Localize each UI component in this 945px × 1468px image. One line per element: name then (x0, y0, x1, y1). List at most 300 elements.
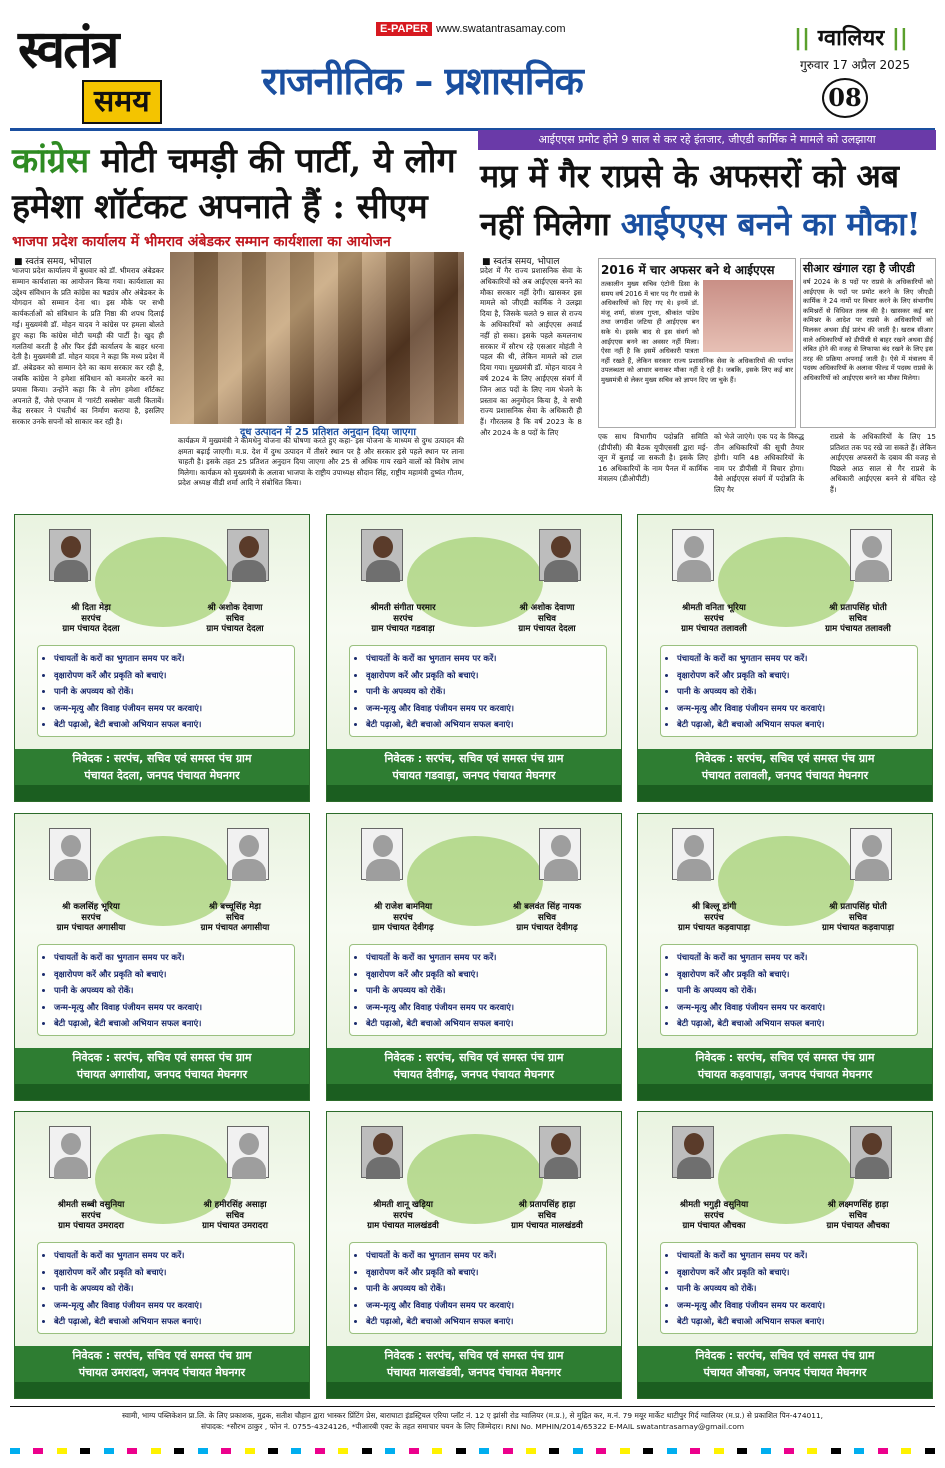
sarpanch-info (21, 1200, 161, 1232)
sachiv-panchayat: ग्राम पंचायत तलावली (825, 624, 891, 634)
sachiv-info (165, 902, 305, 934)
appeal-item: • जन्म-मृत्यु और विवाह पंजीयन समय पर करवाएं। (54, 1297, 288, 1314)
sachiv-photo (850, 529, 892, 581)
right-story-col5: राप्रसे के अधिकारियों के लिए 15 प्रतिशत तक पद रखे जा सकते हैं। लेकिन आईएएस अफसरों के दबाव की वजह से पिछले आठ साल से गैर राप्रसे के अधिकारी आईएएस बनने से वंचित रहे हैं। (830, 432, 936, 494)
photo-head (684, 536, 704, 558)
sachiv-role: सचिव (848, 613, 868, 624)
reg-mark (690, 1448, 700, 1454)
ad-footer (327, 1346, 621, 1382)
photo-head (61, 835, 81, 857)
appeal-list (37, 1242, 295, 1334)
ad-bottom-band (327, 785, 621, 802)
photo-body (855, 859, 889, 881)
sarpanch-photo (49, 1126, 91, 1178)
sarpanch-panchayat: ग्राम पंचायत देदला (62, 624, 120, 634)
reg-mark (573, 1448, 583, 1454)
reg-mark (221, 1448, 231, 1454)
sarpanch-info (644, 1200, 784, 1232)
footer-line-1: निवेदक : सरपंच, सचिव एवं समस्त पंच ग्राम (72, 1349, 252, 1362)
right-story-kicker: आईएएस प्रमोट होने 9 साल से कर रहे इंतजार, जीएडी कार्मिक ने मामले को उलझाया (478, 130, 936, 150)
sarpanch-name: श्री दिता मेड़ा (71, 603, 111, 613)
reg-mark (57, 1448, 67, 1454)
sarpanch-panchayat: ग्राम पंचायत उमरादरा (58, 1221, 124, 1231)
sarpanch-role: सरपंच (704, 912, 724, 923)
reg-mark (737, 1448, 747, 1454)
appeal-item: • पंचायतों के करों का भुगतान समय पर करें। (366, 949, 600, 966)
appeal-item: • बेटी पढ़ाओ, बेटी बचाओ अभियान सफल बनाएं। (677, 716, 911, 733)
sachiv-role: सचिव (225, 613, 245, 624)
sarpanch-role: सरपंच (393, 613, 413, 624)
reg-mark (643, 1448, 653, 1454)
footer-line-2: पंचायत गडवाड़ा, जनपद पंचायत मेघनगर (392, 769, 556, 782)
appeal-item: • बेटी पढ़ाओ, बेटी बचाओ अभियान सफल बनाएं। (54, 1313, 288, 1330)
ad-footer (15, 1346, 309, 1382)
photo-body (232, 859, 266, 881)
sachiv-info (477, 902, 617, 934)
ad-footer (638, 1346, 932, 1382)
appeal-item: • पंचायतों के करों का भुगतान समय पर करें। (54, 949, 288, 966)
sachiv-info (477, 603, 617, 635)
photo-head (373, 536, 393, 558)
sachiv-name: श्री प्रतापसिंह घोती (829, 902, 887, 912)
left-story-body: भाजपा प्रदेश कार्यालय में बुधवार को डॉ. भीमराव अंबेडकर सम्मान कार्यशाला का आयोजन किया गया। कार्यशाला का उद्देश्य संविधान के प्रति कांग्रेस का षड्यंत्र और अंबेडकर के योगदान को सम्मान देना था। इस मौके पर सभी कार्यकर्ताओं को संविधान के प्रति निष्ठा की शपथ दिलाई गई। मुख्यमंत्री डॉ. मोहन यादव ने कांग्रेस पर हमला बोलते हुए कहा कि कांग्रेस मोटी चमड़ी की पार्टी है। खुद ही गलतियां करती है और फिर ईडी कार्यालय के बाहर धरना देती है। मुख्यमंत्री डॉ. मोहन यादव ने कहा कि मध्य प्रदेश में डॉ. अंबेडकर को सम्मान देने का काम सरकार कर रही है, जबकि कांग्रेस ने हमेशा संविधान को कमजोर करने का प्रयास किया। उन्होंने कहा कि वे लोग हमेशा शॉर्टकट अपनाते हैं, जैसे एग्जाम में 'गारंटी सक्सेस' वाली किताबें। केंद्र सरकार ने पंचतीर्थ का निर्माण कराया है, इसलिए सरकार उनके सपनों को साकार कर रही है। (12, 266, 164, 427)
photo-head (862, 1133, 882, 1155)
reg-mark (198, 1448, 208, 1454)
sarpanch-photo (672, 1126, 714, 1178)
appeal-item: • जन्म-मृत्यु और विवाह पंजीयन समय पर करवाएं। (366, 700, 600, 717)
box-title: सीआर खंगाल रहा है जीएडी (803, 262, 915, 275)
reg-mark (33, 1448, 43, 1454)
registration-marks (10, 1448, 935, 1454)
photo-body (544, 560, 578, 582)
photo-body (54, 560, 88, 582)
sarpanch-role: सरपंच (81, 613, 101, 624)
reg-mark (174, 1448, 184, 1454)
headline-main: मप्र में गैर राप्रसे के अफसरों को अब नहीं मिलेगा (480, 157, 900, 243)
sachiv-photo (227, 1126, 269, 1178)
footer-line-1: निवेदक : सरपंच, सचिव एवं समस्त पंच ग्राम (72, 1051, 252, 1064)
photo-body (54, 1157, 88, 1179)
sarpanch-photo (49, 529, 91, 581)
photo-caption: कार्यक्रम में मुख्यमंत्री ने कामधेनु योजना की घोषणा करते हुए कहा- इस योजना के माध्यम से दुग्ध उत्पादन की क्षमता बढ़ाई जाएगी। म.प्र. देश में दुग्ध उत्पादन में तीसरे स्थान पर है और सरकार इसे पहले स्थान पर लाना चाहती है। इसके तहत 25 प्रतिशत अनुदान दिया जाएगा और 25 से अधिक गाय रखने वालों को विशेष लाभ मिलेगा। कार्यक्रम को मुख्यमंत्री के अलावा भाजपा के राष्ट्रीय उपाध्यक्ष सौदान सिंह, राष्ट्रीय महामंत्री दुष्यंत गौतम, प्रदेश अध्यक्ष वीडी शर्मा आदि ने संबोधित किया। (178, 436, 464, 488)
appeal-item: • बेटी पढ़ाओ, बेटी बचाओ अभियान सफल बनाएं। (54, 1015, 288, 1032)
sarpanch-name: श्री कलसिंह भूरिया (62, 902, 120, 912)
photo-body (366, 560, 400, 582)
left-story-subheadline: भाजपा प्रदेश कार्यालय में भीमराव अंबेडकर सम्मान कार्यशाला का आयोजन (12, 234, 391, 250)
ad-bottom-band (327, 1084, 621, 1101)
sachiv-panchayat: ग्राम पंचायत अगासीया (200, 923, 270, 933)
panchayat-ad[interactable] (637, 1111, 933, 1399)
photo-body (232, 560, 266, 582)
sarpanch-photo (361, 828, 403, 880)
sachiv-panchayat: ग्राम पंचायत कड़वापाड़ा (822, 923, 894, 933)
appeal-item: • जन्म-मृत्यु और विवाह पंजीयन समय पर करवाएं। (677, 999, 911, 1016)
footer-rule (10, 1406, 935, 1407)
appeal-item: • पानी के अपव्यय को रोकें। (54, 982, 288, 999)
sarpanch-panchayat: ग्राम पंचायत तलावली (681, 624, 747, 634)
ad-bottom-band (15, 1084, 309, 1101)
sarpanch-role: सरपंच (704, 613, 724, 624)
ad-footer (638, 1048, 932, 1084)
footer-line-2: पंचायत अगासीया, जनपद पंचायत मेघनगर (76, 1068, 248, 1081)
city-label (794, 22, 908, 52)
reg-mark (807, 1448, 817, 1454)
reg-mark (549, 1448, 559, 1454)
appeal-item: • जन्म-मृत्यु और विवाह पंजीयन समय पर करवाएं। (677, 1297, 911, 1314)
sachiv-photo (850, 828, 892, 880)
reg-mark (338, 1448, 348, 1454)
reg-mark (854, 1448, 864, 1454)
appeal-list (349, 645, 607, 737)
footer-line-1: निवेदक : सरपंच, सचिव एवं समस्त पंच ग्राम (384, 1349, 564, 1362)
ad-footer (638, 749, 932, 785)
sarpanch-info (333, 603, 473, 635)
appeal-item: • पंचायतों के करों का भुगतान समय पर करें। (366, 650, 600, 667)
ad-bottom-band (638, 1084, 932, 1101)
photo-head (862, 536, 882, 558)
right-story-body: प्रदेश में गैर राज्य प्रशासनिक सेवा के अधिकारियों को अब आईएएस बनने का मौका सरकार नहीं देगी। खासकर इस मामले को जीएडी कार्मिक ने उलझा दिया है, जिसके चलते 9 साल से राज्य के अधिकारियों को आईएएस अवार्ड नहीं हो सका। इसके पहले कमलनाथ सरकार में सौरभ रहे एसआर मोहंती ने पहल की थी, लेकिन मामले को टाल दिया गया। मुख्यमंत्री डॉ. मोहन यादव ने वर्ष 2024 के लिए आईएएस संवर्ग में जिन आठ पदों के लिए नाम भेजने के प्रस्ताव का अनुमोदन किया है, वे सभी राज्य प्रशासनिक सेवा के अधिकारी ही हैं। गौरतलब है कि वर्ष 2023 के 8 और 2024 के 8 पदों के लिए (480, 266, 582, 437)
sachiv-role: सचिव (537, 613, 557, 624)
sachiv-name: श्री प्रतापसिंह हाड़ा (518, 1200, 576, 1210)
appeal-list (660, 1242, 918, 1334)
appeal-item: • वृक्षारोपण करें और प्रकृति को बचाएं। (54, 1264, 288, 1281)
appeal-item: • पंचायतों के करों का भुगतान समय पर करें। (677, 1247, 911, 1264)
sachiv-role: सचिव (848, 912, 868, 923)
left-story-byline: ■ स्वतंत्र समय, भोपाल (14, 257, 92, 267)
appeal-item: • पानी के अपव्यय को रोकें। (366, 683, 600, 700)
panchayat-ad[interactable] (637, 514, 933, 802)
sarpanch-info (644, 603, 784, 635)
reg-mark (784, 1448, 794, 1454)
reg-mark (456, 1448, 466, 1454)
sarpanch-info (333, 1200, 473, 1232)
reg-mark (432, 1448, 442, 1454)
reg-mark (291, 1448, 301, 1454)
panchayat-ad[interactable] (637, 813, 933, 1101)
appeal-item: • बेटी पढ़ाओ, बेटी बचाओ अभियान सफल बनाएं। (366, 1313, 600, 1330)
sachiv-role: सचिव (225, 912, 245, 923)
box-text: वर्ष 2024 के 8 पदों पर राप्रसे के अधिकारियों को आईएएस के पदों पर प्रमोट करने के लिए जीएडी कार्मिक ने 24 नामों पर विचार करने के लिए संभागीय कमिश्नरों से विधिवत तलब की है। खासकर कई बार कमिश्नर के आदेश पर राप्रसे के अधिकारियों को मिलकर अथवा डीई प्रारंभ की जाती है। खराब सीआर वाले अधिकारियों को डीपीसी से बाहर रखने अथवा डीई लंबित होने की वजह से लिफाफा बंद रखने के लिए इस तरह की प्रक्रिया अपनाई जाती है। ऐसे में मंत्रालय में पदस्थ अधिकारियों के अलावा फील्ड में पदस्थ राप्रसे के अधिकारियों को आईएएस बनने का मौका मिलेगा। (803, 278, 933, 382)
appeal-item: • वृक्षारोपण करें और प्रकृति को बचाएं। (366, 966, 600, 983)
sachiv-panchayat: ग्राम पंचायत देदला (518, 624, 576, 634)
ad-bottom-band (15, 1382, 309, 1399)
sachiv-info (788, 603, 928, 635)
appeal-item: • पानी के अपव्यय को रोकें। (677, 982, 911, 999)
footer-line-1: निवेदक : सरपंच, सचिव एवं समस्त पंच ग्राम (384, 752, 564, 765)
photo-overlay (170, 252, 464, 424)
sarpanch-panchayat: ग्राम पंचायत देवीगढ़ (372, 923, 434, 933)
photo-head (239, 835, 259, 857)
sachiv-info (788, 902, 928, 934)
panchayat-ad[interactable] (14, 813, 310, 1101)
appeal-item: • पंचायतों के करों का भुगतान समय पर करें। (677, 650, 911, 667)
photo-body (366, 1157, 400, 1179)
box-title: 2016 में चार अफसर बने थे आईएएस (601, 263, 775, 277)
sachiv-name: श्री हमीरसिंह असाड़ा (203, 1200, 267, 1210)
imprint (14, 1410, 931, 1432)
sarpanch-name: श्रीमती शानू खड़िया (373, 1200, 433, 1210)
sidebar-box-cr (800, 258, 936, 428)
photo-body (366, 859, 400, 881)
sachiv-name: श्री अशोक देवाणा (519, 603, 575, 613)
right-story-col4: को भेजे जाएंगे। एक पद के विरुद्ध तीन अधिकारियों की सूची तैयार होगी। यानि 48 अधिकारियों के नाम पर डीपीसी में विचार होगा। वैसे आईएएस संवर्ग में पदोन्नति के लिए गैर (714, 432, 804, 494)
ad-bottom-band (15, 785, 309, 802)
reg-mark (80, 1448, 90, 1454)
right-story-col3: एक साथ विभागीय पदोन्नति समिति (डीपीसी) की बैठक यूपीएससी द्वारा मई-जून में बुलाई जा सकती है। इसके लिए 16 अधिकारियों के नाम पैनल में कार्मिक मंत्रालय (डीओपीटी) (598, 432, 708, 484)
sachiv-photo (227, 828, 269, 880)
appeal-item: • वृक्षारोपण करें और प्रकृति को बचाएं। (54, 667, 288, 684)
reg-mark (620, 1448, 630, 1454)
sachiv-info (788, 1200, 928, 1232)
panchayat-ad[interactable] (326, 1111, 622, 1399)
sachiv-photo (227, 529, 269, 581)
appeal-item: • पानी के अपव्यय को रोकें। (366, 1280, 600, 1297)
appeal-item: • वृक्षारोपण करें और प्रकृति को बचाएं। (677, 966, 911, 983)
sidebar-box-2016 (598, 258, 796, 428)
logo-top-text: स्वतंत्र (18, 19, 118, 80)
footer-line-2: पंचायत कड़वापाड़ा, जनपद पंचायत मेघनगर (697, 1068, 873, 1081)
building-photo (703, 280, 793, 352)
appeal-item: • बेटी पढ़ाओ, बेटी बचाओ अभियान सफल बनाएं। (366, 1015, 600, 1032)
appeal-item: • पंचायतों के करों का भुगतान समय पर करें। (54, 650, 288, 667)
appeal-list (37, 645, 295, 737)
sarpanch-photo (49, 828, 91, 880)
sarpanch-name: श्री बिल्लू डांगी (691, 902, 737, 912)
sarpanch-photo (361, 529, 403, 581)
sarpanch-panchayat: ग्राम पंचायत मालखंडवी (367, 1221, 439, 1231)
footer-line-1: निवेदक : सरपंच, सचिव एवं समस्त पंच ग्राम (384, 1051, 564, 1064)
sachiv-photo (539, 1126, 581, 1178)
issue-date: गुरुवार 17 अप्रैल 2025 (800, 58, 911, 72)
appeal-item: • वृक्षारोपण करें और प्रकृति को बचाएं। (54, 966, 288, 983)
photo-head (551, 536, 571, 558)
appeal-item: • पंचायतों के करों का भुगतान समय पर करें। (54, 1247, 288, 1264)
right-story-byline: ■ स्वतंत्र समय, भोपाल (482, 257, 560, 267)
sachiv-photo (850, 1126, 892, 1178)
panchayat-ad[interactable] (14, 514, 310, 802)
appeal-item: • जन्म-मृत्यु और विवाह पंजीयन समय पर करवाएं। (54, 999, 288, 1016)
reg-mark (315, 1448, 325, 1454)
page-number: 08 (822, 78, 868, 118)
reg-mark (151, 1448, 161, 1454)
reg-mark (831, 1448, 841, 1454)
appeal-item: • पानी के अपव्यय को रोकें। (366, 982, 600, 999)
city-bar-left: || (794, 26, 818, 51)
panchayat-ad[interactable] (326, 813, 622, 1101)
box-text: तत्कालीन मुख्य सचिव एंटोनी डिसा के समय वर्ष 2016 में चार पद गैर राप्रसे के अधिकारियों को दिए गए थे। इनमें डॉ. मंजू शर्मा, संजय गुप्ता, श्रीकांत पांडेय तथा जगदीश जटिया ही आईएएस बन सके थे। इसके बाद से इस संवर्ग को आईएएस बनने का अवसर नहीं मिला। ऐसा नहीं है कि इसमें अधिकारी पात्रता नहीं रखते हैं, लेकिन सरकार राज्य प्रशासनिक सेवा के अधिकारियों की पर्याप्त उपलब्धता को आधार बनाकर मौका नहीं दे रही है। जबकि, इसके लिए कई बार मुख्यमंत्री से लेकर मुख्य सचिव को ज्ञापन दिए जा चुके हैं। (601, 280, 793, 384)
sachiv-photo (539, 828, 581, 880)
appeal-item: • जन्म-मृत्यु और विवाह पंजीयन समय पर करवाएं। (677, 700, 911, 717)
sachiv-name: श्री अशोक देवाणा (207, 603, 263, 613)
ad-bottom-band (327, 1382, 621, 1399)
sachiv-name: श्री बच्चूसिंह मेड़ा (209, 902, 261, 912)
reg-mark (245, 1448, 255, 1454)
sarpanch-panchayat: ग्राम पंचायत औचका (682, 1221, 746, 1231)
appeal-item: • बेटी पढ़ाओ, बेटी बचाओ अभियान सफल बनाएं। (677, 1313, 911, 1330)
appeal-item: • जन्म-मृत्यु और विवाह पंजीयन समय पर करवाएं। (54, 700, 288, 717)
photo-head (373, 835, 393, 857)
sarpanch-panchayat: ग्राम पंचायत अगासीया (56, 923, 126, 933)
photo-head (551, 1133, 571, 1155)
sarpanch-info (644, 902, 784, 934)
photo-head (684, 1133, 704, 1155)
imprint-line-1: स्वामी, भाग्य पब्लिकेशन प्रा.लि. के लिए प्रकाशक, मुद्रक, सतीश चौहान द्वारा भास्कर प्रिंटिंग प्रेस, बाराघाटा इंडस्ट्रियल एरिया प्लॉट नं. 12 ए झांसी रोड ग्वालियर (म.प्र.), से मुद्रित कर, म.नं. 79 मयूर मार्केट थाटीपुर गिर्द ग्वालियर (म.प्र.) से प्रकाशित पिन-474011, (121, 1411, 824, 1420)
sachiv-info (165, 1200, 305, 1232)
sachiv-role: सचिव (225, 1210, 245, 1221)
appeal-item: • पंचायतों के करों का भुगतान समय पर करें। (366, 1247, 600, 1264)
reg-mark (362, 1448, 372, 1454)
sarpanch-panchayat: ग्राम पंचायत गडवाड़ा (371, 624, 435, 634)
website-link[interactable]: www.swatantrasamay.com (436, 23, 566, 35)
footer-line-2: पंचायत उमरादरा, जनपद पंचायत मेघनगर (78, 1366, 246, 1379)
appeal-item: • पानी के अपव्यय को रोकें। (54, 683, 288, 700)
sachiv-panchayat: ग्राम पंचायत देवीगढ़ (516, 923, 578, 933)
reg-mark (10, 1448, 20, 1454)
sarpanch-name: श्रीमती संगीता परमार (370, 603, 436, 613)
sarpanch-name: श्रीमती सब्बी वसुनिया (57, 1200, 125, 1210)
sarpanch-role: सरपंच (393, 1210, 413, 1221)
footer-line-2: पंचायत देदला, जनपद पंचायत मेघनगर (84, 769, 240, 782)
photo-body (677, 1157, 711, 1179)
sachiv-name: श्री बलवंत सिंह नायक (512, 902, 582, 912)
reg-mark (667, 1448, 677, 1454)
reg-mark (761, 1448, 771, 1454)
footer-line-1: निवेदक : सरपंच, सचिव एवं समस्त पंच ग्राम (695, 752, 875, 765)
sarpanch-info (21, 902, 161, 934)
headline-highlight: कांग्रेस (12, 141, 90, 181)
appeal-item: • जन्म-मृत्यु और विवाह पंजीयन समय पर करवाएं। (366, 999, 600, 1016)
reg-mark (925, 1448, 935, 1454)
left-story-headline[interactable] (12, 138, 472, 230)
section-title: राजनीतिक – प्रशासनिक (262, 59, 583, 103)
sarpanch-role: सरपंच (704, 1210, 724, 1221)
photo-head (61, 1133, 81, 1155)
sachiv-panchayat: ग्राम पंचायत मालखंडवी (511, 1221, 583, 1231)
logo-bottom-text: समय (82, 80, 162, 124)
photo-head (551, 835, 571, 857)
photo-body (855, 1157, 889, 1179)
appeal-item: • जन्म-मृत्यु और विवाह पंजीयन समय पर करवाएं। (366, 1297, 600, 1314)
sachiv-name: श्री लक्ष्मणसिंह हाड़ा (827, 1200, 889, 1210)
imprint-line-2: संपादक: *सौरभ ठाकुर , फोन नं. 0755-4324126, *पीआरबी एक्ट के तहत समाचार चयन के लिए जिम्मेदार। RNI No. MPHIN/2014/65322 E-MAIL swatantrasamay@gmail.com (200, 1422, 745, 1431)
city-name: ग्वालियर (817, 26, 885, 51)
appeal-item: • वृक्षारोपण करें और प्रकृति को बचाएं। (366, 1264, 600, 1281)
appeal-item: • वृक्षारोपण करें और प्रकृति को बचाएं। (677, 1264, 911, 1281)
sarpanch-photo (361, 1126, 403, 1178)
photo-body (544, 1157, 578, 1179)
appeal-item: • पानी के अपव्यय को रोकें। (677, 1280, 911, 1297)
appeal-list (349, 944, 607, 1036)
city-bar-right: || (884, 26, 908, 51)
sarpanch-photo (672, 828, 714, 880)
appeal-item: • बेटी पढ़ाओ, बेटी बचाओ अभियान सफल बनाएं। (677, 1015, 911, 1032)
sachiv-panchayat: ग्राम पंचायत उमरादरा (202, 1221, 268, 1231)
sachiv-photo (539, 529, 581, 581)
reg-mark (901, 1448, 911, 1454)
photo-body (677, 859, 711, 881)
appeal-item: • पंचायतों के करों का भुगतान समय पर करें। (677, 949, 911, 966)
appeal-list (660, 645, 918, 737)
reg-mark (127, 1448, 137, 1454)
reg-mark (409, 1448, 419, 1454)
ad-bottom-band (638, 1382, 932, 1399)
ad-footer (15, 1048, 309, 1084)
sarpanch-info (333, 902, 473, 934)
photo-body (855, 560, 889, 582)
footer-line-1: निवेदक : सरपंच, सचिव एवं समस्त पंच ग्राम (72, 752, 252, 765)
sarpanch-role: सरपंच (81, 912, 101, 923)
footer-line-1: निवेदक : सरपंच, सचिव एवं समस्त पंच ग्राम (695, 1349, 875, 1362)
epaper-tag: E-PAPER (376, 22, 432, 36)
panchayat-ad[interactable] (326, 514, 622, 802)
photo-caption-heading: दूध उत्पादन में 25 प्रतिशत अनुदान दिया जाएगा (240, 427, 416, 438)
sarpanch-name: श्रीमती भगुड़ी वसुनिया (679, 1200, 749, 1210)
sachiv-role: सचिव (537, 1210, 557, 1221)
sachiv-panchayat: ग्राम पंचायत देदला (206, 624, 264, 634)
reg-mark (878, 1448, 888, 1454)
photo-head (239, 536, 259, 558)
photo-body (232, 1157, 266, 1179)
headline-highlight: आईएएस बनने का मौका! (620, 205, 921, 243)
sarpanch-role: सरपंच (393, 912, 413, 923)
footer-line-2: पंचायत तलावली, जनपद पंचायत मेघनगर (701, 769, 869, 782)
sarpanch-name: श्रीमती वनिता भूरिया (682, 603, 746, 613)
photo-head (61, 536, 81, 558)
appeal-item: • बेटी पढ़ाओ, बेटी बचाओ अभियान सफल बनाएं। (366, 716, 600, 733)
footer-line-2: पंचायत देवीगढ़, जनपद पंचायत मेघनगर (393, 1068, 555, 1081)
photo-body (677, 560, 711, 582)
footer-line-1: निवेदक : सरपंच, सचिव एवं समस्त पंच ग्राम (695, 1051, 875, 1064)
ad-bottom-band (638, 785, 932, 802)
photo-head (862, 835, 882, 857)
footer-line-2: पंचायत मालखंडवी, जनपद पंचायत मेघनगर (387, 1366, 561, 1379)
sarpanch-panchayat: ग्राम पंचायत कड़वापाड़ा (678, 923, 750, 933)
left-story-photo (170, 252, 464, 424)
sachiv-role: सचिव (537, 912, 557, 923)
photo-body (544, 859, 578, 881)
appeal-list (37, 944, 295, 1036)
sarpanch-name: श्री राजेश बामनिया (373, 902, 433, 912)
reg-mark (479, 1448, 489, 1454)
sachiv-role: सचिव (848, 1210, 868, 1221)
sarpanch-role: सरपंच (81, 1210, 101, 1221)
reg-mark (596, 1448, 606, 1454)
ad-footer (327, 749, 621, 785)
reg-mark (526, 1448, 536, 1454)
epaper-bar (376, 22, 565, 36)
sarpanch-photo (672, 529, 714, 581)
photo-head (373, 1133, 393, 1155)
sachiv-panchayat: ग्राम पंचायत औचका (826, 1221, 890, 1231)
panchayat-ad[interactable] (14, 1111, 310, 1399)
reg-mark (104, 1448, 114, 1454)
appeal-item: • पानी के अपव्यय को रोकें। (677, 683, 911, 700)
footer-line-2: पंचायत औचका, जनपद पंचायत मेघनगर (703, 1366, 867, 1379)
appeal-list (349, 1242, 607, 1334)
headline-rest: मोटी चमड़ी की पार्टी, ये लोग हमेशा शॉर्टकट अपनाते हैं : सीएम (12, 141, 456, 227)
masthead-logo[interactable] (18, 19, 198, 122)
sachiv-info (165, 603, 305, 635)
sachiv-name: श्री प्रतापसिंह घोती (829, 603, 887, 613)
appeal-list (660, 944, 918, 1036)
right-story-headline[interactable] (480, 152, 936, 248)
photo-head (239, 1133, 259, 1155)
ad-footer (327, 1048, 621, 1084)
reg-mark (503, 1448, 513, 1454)
ad-footer (15, 749, 309, 785)
reg-mark (268, 1448, 278, 1454)
photo-body (54, 859, 88, 881)
